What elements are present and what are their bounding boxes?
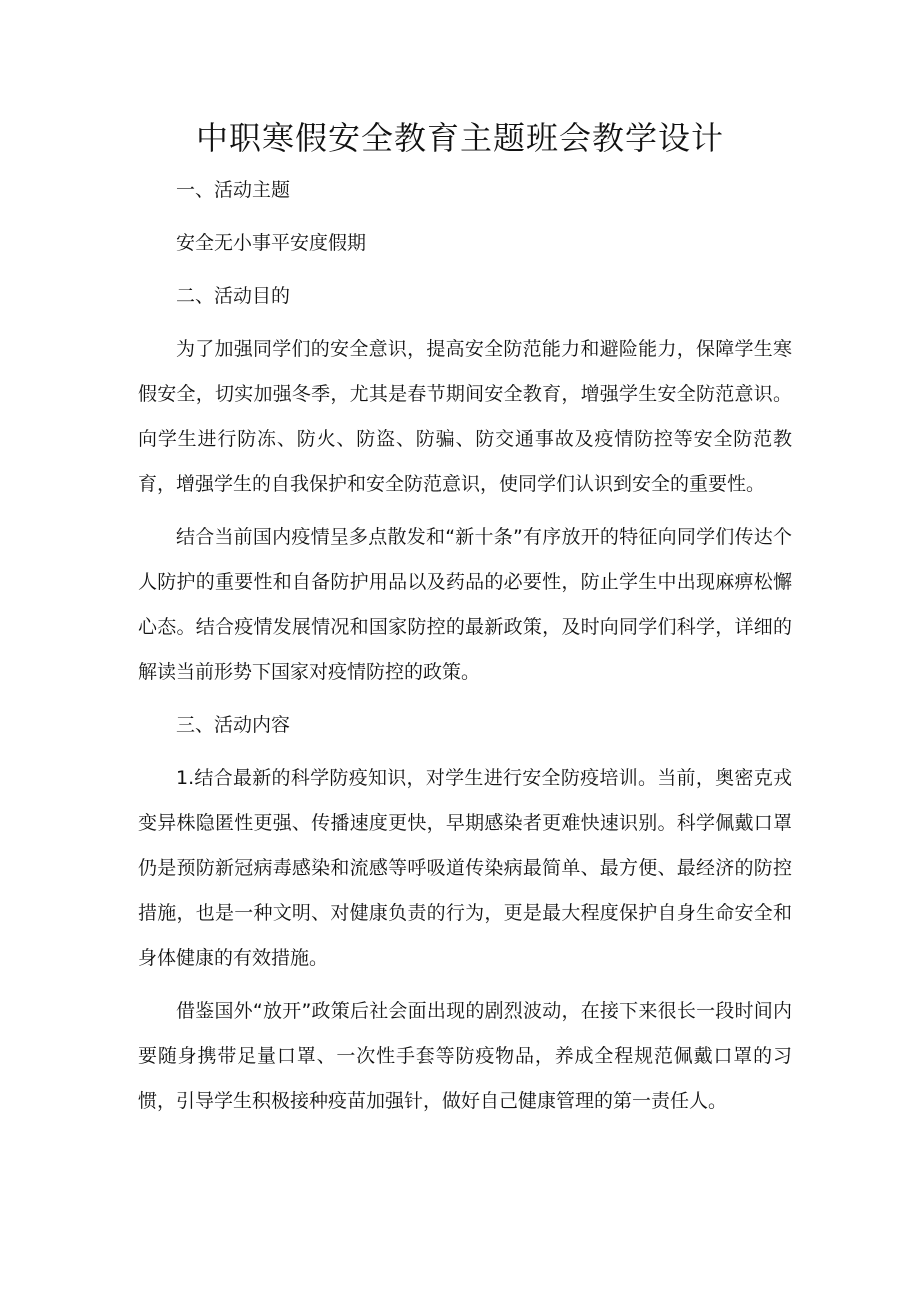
spacer bbox=[138, 748, 792, 756]
spacer bbox=[138, 319, 792, 327]
section-heading-purpose: 二、活动目的 bbox=[176, 285, 291, 307]
purpose-paragraph: 为了加强同学们的安全意识，提高安全防范能力和避险能力，保障学生寒假安全，切实加强冬季，尤其是春节期间安全教育，增强学生安全防范意识。向学生进行防冻、防火、防盗、防骗、防交通事故及疫情防控等安全防范教育，增强学生的自我保护和安全防范意识，使同学们认识到安全的重要性。 bbox=[138, 338, 792, 495]
content-paragraph: 1.结合最新的科学防疫知识，对学生进行安全防疫培训。当前，奥密克戎变异株隐匿性更强、传播速度更快，早期感染者更难快速识别。科学佩戴口罩仍是预防新冠病毒感染和流感等呼吸道传染病最简单、最方便、最经济的防控措施，也是一种文明、对健康负责的行为，更是最大程度保护自身生命安全和身体健康的有效措施。 bbox=[138, 767, 792, 969]
spacer bbox=[138, 695, 792, 703]
spacer bbox=[138, 213, 792, 221]
spacer bbox=[138, 981, 792, 989]
spacer bbox=[138, 507, 792, 515]
document-body bbox=[138, 168, 792, 1124]
content-paragraph: 借鉴国外“放开”政策后社会面出现的剧烈波动，在接下来很长一段时间内要随身携带足量口罩、一次性手套等防疫物品，养成全程规范佩戴口罩的习惯，引导学生积极接种疫苗加强针，做好自己健康管理的第一责任人。 bbox=[138, 1000, 792, 1112]
section-heading-theme: 一、活动主题 bbox=[176, 179, 291, 201]
theme-content: 安全无小事平安度假期 bbox=[176, 232, 367, 254]
document-title: 中职寒假安全教育主题班会教学设计 bbox=[195, 119, 724, 157]
purpose-paragraph: 结合当前国内疫情呈多点散发和“新十条”有序放开的特征向同学们传达个人防护的重要性和自备防护用品以及药品的必要性，防止学生中出现麻痹松懈心态。结合疫情发展情况和国家防控的最新政策，及时向同学们科学，详细的解读当前形势下国家对疫情防控的政策。 bbox=[138, 526, 792, 683]
spacer bbox=[138, 266, 792, 274]
section-heading-content: 三、活动内容 bbox=[176, 714, 291, 736]
